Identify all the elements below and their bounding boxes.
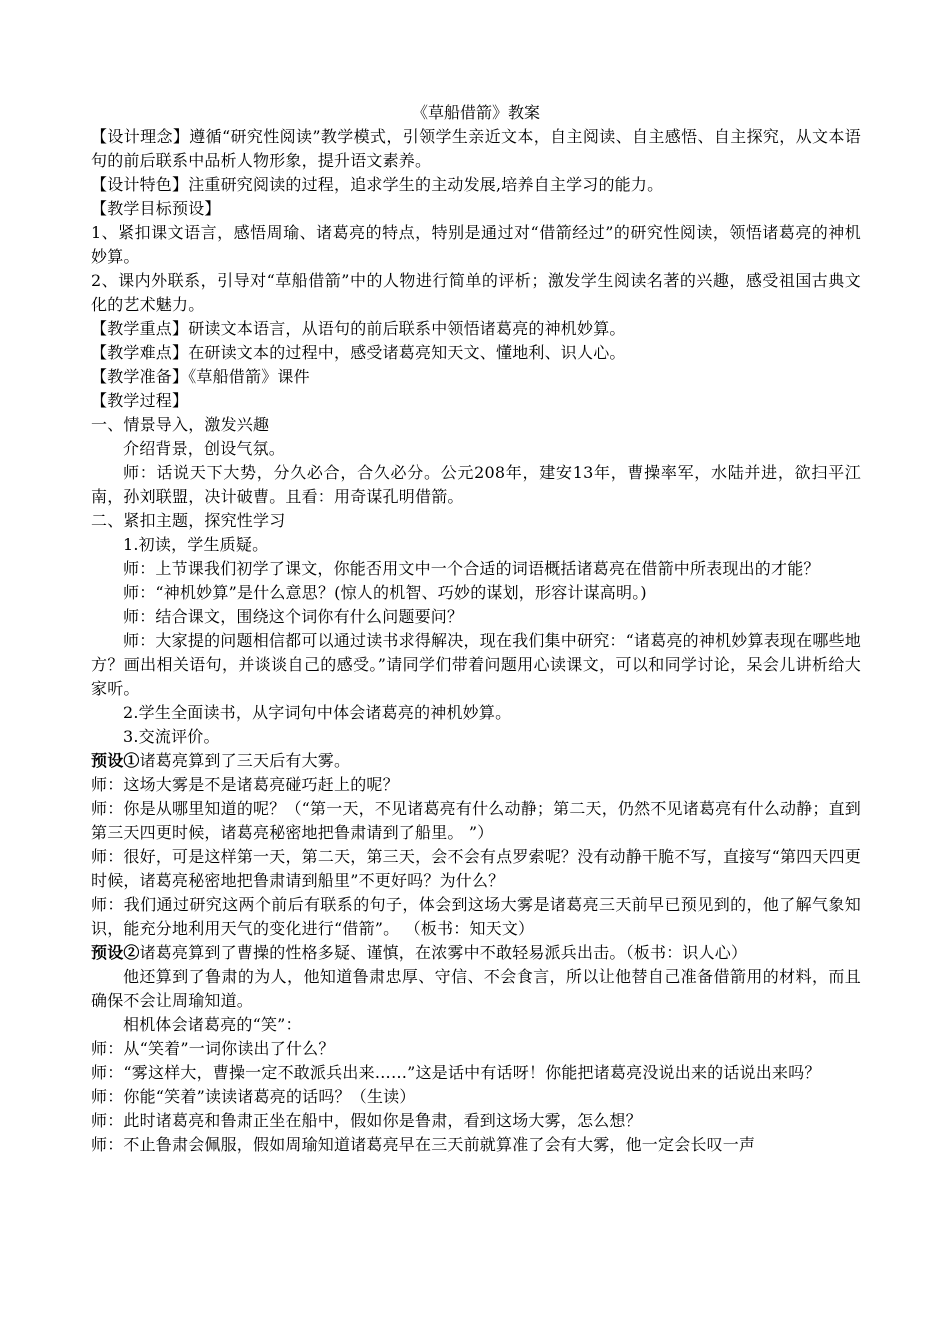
line-text: 师：话说天下大势，分久必合，合久必分。公元208年，建安13年，曹操率军，水陆并进，欲扫平江南，孙刘联盟，决计破曹。且看：用奇谋孔明借箭。	[91, 463, 861, 506]
process-body	[91, 413, 861, 1157]
line-text: 2.学生全面读书，从字词句中体会诸葛亮的神机妙算。	[123, 703, 512, 722]
process-header: 【教学过程】	[91, 391, 189, 410]
line-text: 诸葛亮算到了三天后有大雾。	[139, 751, 351, 770]
goal-item-1: 1、紧扣课文语言，感悟周瑜、诸葛亮的特点，特别是通过对“借箭经过”的研究性阅读，领悟诸葛亮的神机妙算。	[91, 223, 861, 266]
process-line	[91, 1133, 861, 1157]
line-text: 师：“神机妙算”是什么意思？(惊人的机智、巧妙的谋划，形容计谋高明。)	[123, 583, 647, 602]
design-feature: 【设计特色】注重研究阅读的过程，追求学生的主动发展,培养自主学习的能力。	[91, 175, 664, 194]
process-line	[91, 557, 861, 581]
design-idea: 【设计理念】遵循“研究性阅读”教学模式，引领学生亲近文本，自主阅读、自主感悟、自主探究，从文本语句的前后联系中品析人物形象，提升语文素养。	[91, 127, 861, 170]
line-text: 师：上节课我们初学了课文，你能否用文中一个合适的词语概括诸葛亮在借箭中所表现出的才能？	[123, 559, 820, 578]
process-line	[91, 1109, 861, 1133]
document-title: 《草船借箭》教案	[411, 103, 540, 122]
line-text: 师：此时诸葛亮和鲁肃正坐在船中，假如你是鲁肃，看到这场大雾，怎么想？	[91, 1111, 642, 1130]
line-text: 师：你能“笑着”读读诸葛亮的话吗？（生读）	[91, 1087, 416, 1106]
process-line	[91, 461, 861, 509]
line-text: 3.交流评价。	[123, 727, 220, 746]
process-line	[91, 749, 861, 773]
line-text: 二、紧扣主题，探究性学习	[91, 511, 286, 530]
process-line	[91, 629, 861, 701]
line-text: 1.初读，学生质疑。	[123, 535, 269, 554]
goal-item-2: 2、课内外联系，引导对“草船借箭”中的人物进行简单的评析；激发学生阅读名著的兴趣，感受祖国古典文化的艺术魅力。	[91, 271, 861, 314]
preset-label: 预设②	[91, 943, 140, 962]
line-text: 师：结合课文，围绕这个词你有什么问题要问？	[123, 607, 464, 626]
process-line	[91, 701, 861, 725]
process-line	[91, 845, 861, 893]
line-text: 一、情景导入，激发兴趣	[91, 415, 270, 434]
process-line	[91, 893, 861, 941]
process-line	[91, 509, 861, 533]
line-text: 师：很好，可是这样第一天，第二天，第三天，会不会有点罗索呢？没有动静干脆不写，直接写“第四天四更时候，诸葛亮秘密地把鲁肃请到船里”不更好吗？为什么？	[91, 847, 861, 890]
process-line	[91, 797, 861, 845]
process-line	[91, 773, 861, 797]
preset-label: 预设①	[91, 751, 140, 770]
goal-header: 【教学目标预设】	[91, 199, 221, 218]
key-point: 【教学重点】研读文本语言，从语句的前后联系中领悟诸葛亮的神机妙算。	[91, 319, 626, 338]
line-text: 师：这场大雾是不是诸葛亮碰巧赶上的呢？	[91, 775, 399, 794]
process-line	[91, 941, 861, 965]
process-line	[91, 1085, 861, 1109]
document-page	[91, 101, 861, 1157]
line-text: 师：你是从哪里知道的呢？（“第一天，不见诸葛亮有什么动静；第二天，仍然不见诸葛亮有什么动静；直到第三天四更时候，诸葛亮秘密地把鲁肃请到了船里。 ”）	[91, 799, 861, 842]
preparation: 【教学准备】《草船借箭》课件	[91, 367, 310, 386]
line-text: 师：不止鲁肃会佩服，假如周瑜知道诸葛亮早在三天前就算准了会有大雾，他一定会长叹一声	[91, 1135, 756, 1154]
process-line	[91, 581, 861, 605]
process-line	[91, 1037, 861, 1061]
process-line	[91, 965, 861, 1013]
process-line	[91, 605, 861, 629]
difficulty: 【教学难点】在研读文本的过程中，感受诸葛亮知天文、懂地利、识人心。	[91, 343, 626, 362]
line-text: 介绍背景，创设气氛。	[123, 439, 286, 458]
process-line	[91, 437, 861, 461]
line-text: 师：“雾这样大，曹操一定不敢派兵出来……”这是话中有话呀！你能把诸葛亮没说出来的话说出来吗？	[91, 1063, 821, 1082]
process-line	[91, 413, 861, 437]
line-text: 相机体会诸葛亮的“笑”：	[123, 1015, 302, 1034]
process-line	[91, 725, 861, 749]
line-text: 师：大家提的问题相信都可以通过读书求得解决，现在我们集中研究：“诸葛亮的神机妙算表现在哪些地方？画出相关语句，并谈谈自己的感受。”请同学们带着问题用心读课文，可以和同学讨论，呆会儿讲析给大家听。	[91, 631, 861, 698]
process-line	[91, 1061, 861, 1085]
line-text: 他还算到了鲁肃的为人，他知道鲁肃忠厚、守信、不会食言，所以让他替自己准备借箭用的材料，而且确保不会让周瑜知道。	[91, 967, 861, 1010]
line-text: 师：从“笑着”一词你读出了什么？	[91, 1039, 335, 1058]
line-text: 诸葛亮算到了曹操的性格多疑、谨慎，在浓雾中不敢轻易派兵出击。（板书：识人心）	[139, 943, 748, 962]
line-text: 师：我们通过研究这两个前后有联系的句子，体会到这场大雾是诸葛亮三天前早已预见到的，他了解气象知识，能充分地利用天气的变化进行“借箭”。 （板书：知天文）	[91, 895, 861, 938]
process-line	[91, 533, 861, 557]
process-line	[91, 1013, 861, 1037]
